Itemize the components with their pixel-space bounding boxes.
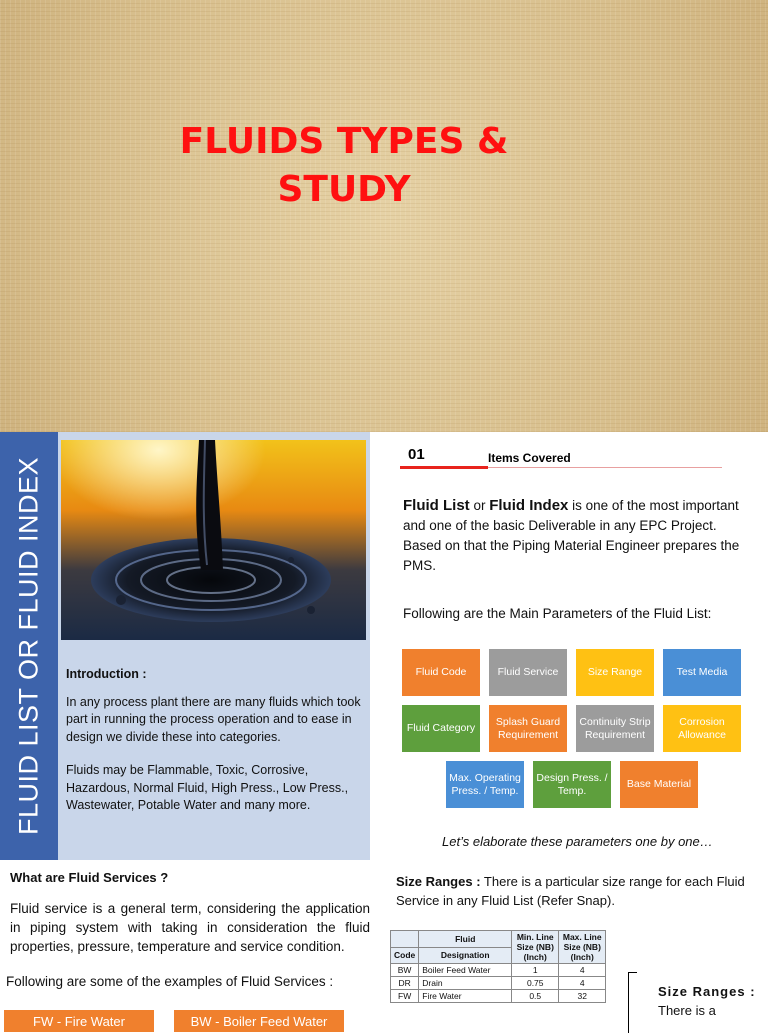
term-fluid-index: Fluid Index (489, 497, 569, 514)
param-test-media: Test Media (663, 649, 741, 696)
table-header-code: Code (391, 947, 419, 964)
param-fluid-service: Fluid Service (489, 649, 567, 696)
side-title-bar (0, 432, 58, 860)
side-label: Size Ranges : (658, 984, 756, 999)
intro-heading: Introduction : (66, 667, 147, 681)
size-ranges-label: Size Ranges : (396, 874, 481, 889)
fluid-services-slide (0, 862, 382, 1029)
example-boiler-feed-water: BW - Boiler Feed Water (174, 1010, 344, 1032)
cell-code: FW (391, 990, 419, 1003)
size-ranges-slide (386, 862, 768, 1024)
parameters-intro: Following are the Main Parameters of the Fluid List: (403, 606, 712, 621)
param-fluid-code: Fluid Code (402, 649, 480, 696)
elaborate-note: Let’s elaborate these parameters one by one… (442, 834, 713, 849)
cell-designation: Drain (419, 977, 512, 990)
intro-slide (0, 432, 370, 860)
cell-code: DR (391, 977, 419, 990)
fluid-services-heading: What are Fluid Services ? (10, 870, 169, 885)
param-fluid-category: Fluid Category (402, 705, 480, 752)
presentation-title (0, 118, 688, 214)
cell-min: 0.5 (512, 990, 559, 1003)
example-fire-water: FW - Fire Water (4, 1010, 154, 1032)
param-splash-guard: Splash Guard Requirement (489, 705, 567, 752)
size-range-table (390, 930, 606, 1003)
cell-designation: Fire Water (419, 990, 512, 1003)
cell-max: 4 (559, 977, 606, 990)
table-header-min: Min. Line Size (NB) (Inch) (512, 931, 559, 964)
intro-paragraph-1: In any process plant there are many fluids which took part in running the process operation and to ease in design we divide these into categories. (66, 694, 361, 744)
parameters-slide (374, 432, 768, 860)
table-row (391, 977, 606, 990)
side-text: There is a (658, 1003, 716, 1018)
section-rule (488, 467, 722, 468)
param-design-press: Design Press. / Temp. (533, 761, 611, 808)
term-fluid-list: Fluid List (403, 497, 470, 514)
fluid-services-examples-intro: Following are some of the examples of Fluid Services : (6, 974, 334, 989)
title-line-2: STUDY (277, 169, 411, 210)
description-text: is one of the most important and one of the basic Deliverable in any EPC Project. Based on that the Piping Material Engineer prepares the PMS. (403, 498, 740, 573)
section-number: 01 (408, 446, 425, 463)
param-base-material: Base Material (620, 761, 698, 808)
oil-splash-image (61, 440, 366, 640)
size-ranges-paragraph (396, 872, 756, 910)
size-ranges-text: There is a particular size range for each Fluid Service in any Fluid List (Refer Snap). (396, 874, 745, 908)
term-or: or (473, 498, 486, 513)
intro-text (66, 666, 362, 831)
cell-max: 4 (559, 964, 606, 977)
param-size-range: Size Range (576, 649, 654, 696)
table-header-max: Max. Line Size (NB) (Inch) (559, 931, 606, 964)
cell-code: BW (391, 964, 419, 977)
table-header-blank (391, 931, 419, 948)
size-ranges-side-note (658, 982, 756, 1020)
items-covered-label: Items Covered (488, 451, 571, 465)
vertical-title: FLUID LIST OR FLUID INDEX (13, 456, 44, 836)
table-header-designation: Designation (419, 947, 512, 964)
cell-designation: Boiler Feed Water (419, 964, 512, 977)
section-underline (400, 466, 488, 469)
cell-max: 32 (559, 990, 606, 1003)
param-continuity-strip: Continuity Strip Requirement (576, 705, 654, 752)
title-slide (0, 0, 768, 432)
param-corrosion-allowance: Corrosion Allowance (663, 705, 741, 752)
table-row (391, 964, 606, 977)
table-row (391, 990, 606, 1003)
fluid-services-paragraph: Fluid service is a general term, considering the application in piping system with taking in consideration the fluid properties, pressure, temperature and service condition. (10, 901, 370, 954)
param-max-operating: Max. Operating Press. / Temp. (446, 761, 524, 808)
title-line-1: FLUIDS TYPES & (179, 121, 509, 162)
cell-min: 0.75 (512, 977, 559, 990)
intro-paragraph-2: Fluids may be Flammable, Toxic, Corrosive, Hazardous, Normal Fluid, High Press., Low Press., Wastewater, Potable Water and many more. (66, 763, 349, 812)
table-header-fluid: Fluid (419, 931, 512, 948)
fluid-list-description (403, 496, 743, 576)
cell-min: 1 (512, 964, 559, 977)
